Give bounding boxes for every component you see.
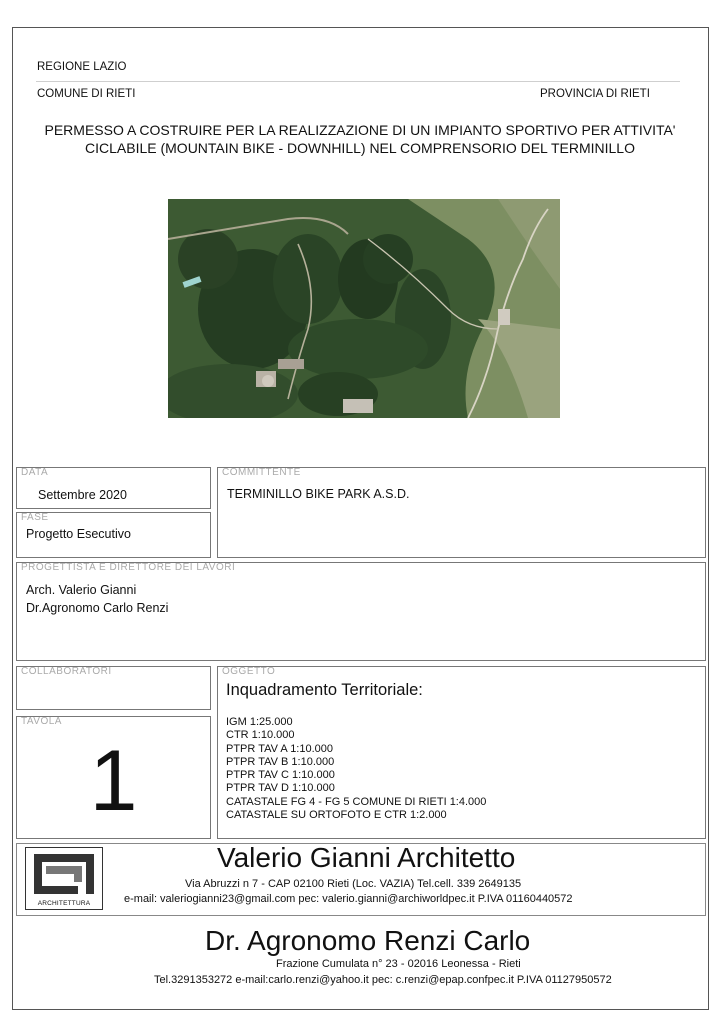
provincia-label: PROVINCIA DI RIETI [540,88,650,100]
architect-logo [25,847,103,910]
oggetto-item: IGM 1:25.000 [226,716,293,728]
committente-box [217,467,706,558]
tavola-box [16,716,211,839]
progettista-label: PROGETTISTA E DIRETTORE DEI LAVORI [21,562,236,573]
oggetto-list [226,716,486,822]
fase-box [16,512,211,558]
oggetto-item: PTPR TAV A 1:10.000 [226,742,334,755]
agronomist-address: Frazione Cumulata n° 23 - 02016 Leonessa - Rieti [276,958,521,970]
project-title [20,121,700,157]
fase-label: FASE [21,512,49,523]
oggetto-item: CTR 1:10.000 [226,729,295,742]
oggetto-label: OGGETTO [222,666,276,677]
architect-address: Via Abruzzi n 7 - CAP 02100 Rieti (Loc. VAZIA) Tel.cell. 339 2649135 [185,878,522,890]
architect-logo-caption: ARCHITETTURA [37,900,91,907]
architect-contacts: e-mail: valeriogianni23@gmail.com pec: valerio.gianni@archiworldpec.it P.IVA 01160440572 [124,893,573,905]
collaboratori-box [16,666,211,710]
tavola-label: TAVOLA [21,716,62,727]
committente-value: TERMINILLO BIKE PARK A.S.D. [227,487,410,501]
progettista-names [26,581,168,617]
project-title-line1: PERMESSO A COSTRUIRE PER LA REALIZZAZIONE DI UN IMPIANTO SPORTIVO PER ATTIVITA' [44,122,676,138]
oggetto-item: PTPR TAV B 1:10.000 [226,755,335,768]
committente-label: COMMITTENTE [222,467,301,478]
collaboratori-label: COLLABORATORI [21,666,112,677]
oggetto-item: PTPR TAV C 1:10.000 [226,769,335,782]
oggetto-item: CATASTALE FG 4 - FG 5 COMUNE DI RIETI 1:4.000 [226,795,487,808]
project-title-line2: CICLABILE (MOUNTAIN BIKE - DOWNHILL) NEL COMPRENSORIO DEL TERMINILLO [85,140,635,156]
architect-logo-icon [26,848,102,900]
fase-value: Progetto Esecutivo [26,527,131,541]
agronomist-contacts: Tel.3291353272 e-mail:carlo.renzi@yahoo.it pec: c.renzi@epap.confpec.it P.IVA 01127950572 [154,974,612,986]
tavola-number: 1 [89,733,138,829]
oggetto-title: Inquadramento Territoriale: [226,681,423,699]
oggetto-item: PTPR TAV D 1:10.000 [226,782,335,795]
architect-name: Valerio Gianni Architetto [217,842,516,873]
data-box [16,467,211,509]
comune-label: COMUNE DI RIETI [37,88,136,100]
data-value: Settembre 2020 [38,488,127,502]
data-label: DATA [21,467,49,478]
header-divider [36,81,680,82]
progettista-box [16,562,706,661]
satellite-map-image [168,199,560,418]
progettista-name-2: Dr.Agronomo Carlo Renzi [26,601,169,615]
oggetto-box [217,666,706,839]
agronomist-name: Dr. Agronomo Renzi Carlo [205,925,531,956]
region-label: REGIONE LAZIO [37,61,127,73]
progettista-name-1: Arch. Valerio Gianni [26,583,137,597]
oggetto-item: CATASTALE SU ORTOFOTO E CTR 1:2.000 [226,809,447,822]
